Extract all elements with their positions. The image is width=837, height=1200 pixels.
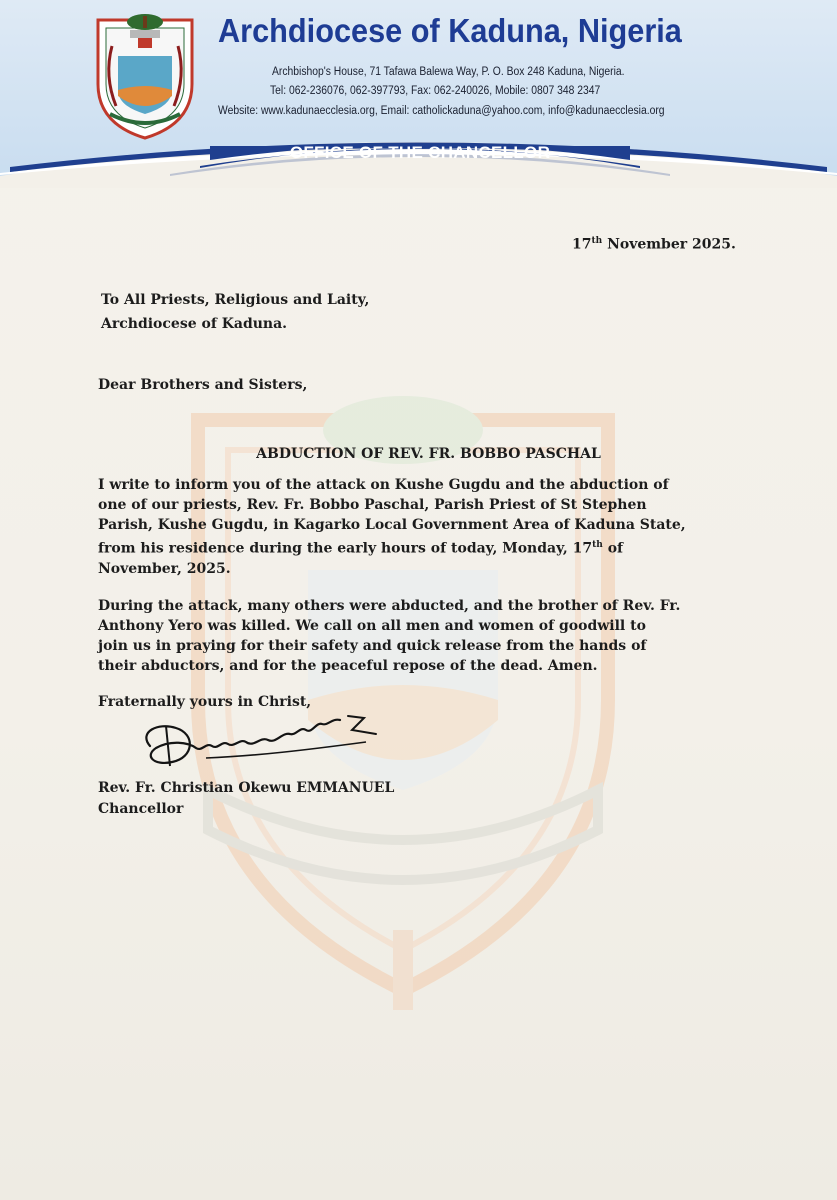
recipient-line: To All Priests, Religious and Laity,: [101, 292, 370, 308]
letter-date: 17th November 2025.: [572, 236, 736, 253]
paragraph-line: Anthony Yero was killed. We call on all men and women of goodwill to: [98, 618, 646, 634]
office-title: OFFICE OF THE CHANCELLOR: [289, 143, 551, 162]
paragraph-line: During the attack, many others were abducted, and the brother of Rev. Fr.: [98, 598, 681, 614]
body-paragraph-1: [98, 475, 768, 579]
website-email-line: Website: www.kadunaecclesia.org, Email: catholickaduna@yahoo.com, info@kadunaecclesia.org: [218, 105, 665, 117]
crest-watermark-icon: [168, 370, 638, 1010]
archdiocese-crest-icon: [90, 6, 200, 142]
signer-name: Rev. Fr. Christian Okewu EMMANUEL: [98, 780, 395, 796]
organization-name: Archdiocese of Kaduna, Nigeria: [218, 12, 682, 49]
closing: Fraternally yours in Christ,: [98, 694, 312, 710]
body-paragraph-2: [98, 596, 768, 676]
paragraph-line: Parish, Kushe Gugdu, in Kagarko Local Government Area of Kaduna State,: [98, 517, 686, 533]
subject-heading: ABDUCTION OF REV. FR. BOBBO PASCHAL: [256, 446, 601, 462]
phone-line: Tel: 062-236076, 062-397793, Fax: 062-240026, Mobile: 0807 348 2347: [270, 85, 601, 97]
paragraph-line: November, 2025.: [98, 560, 231, 577]
paragraph-line: join us in praying for their safety and quick release from the hands of: [98, 638, 647, 654]
address-line: Archbishop's House, 71 Tafawa Balewa Way, P. O. Box 248 Kaduna, Nigeria.: [272, 66, 625, 78]
handwritten-signature-icon: [136, 712, 396, 778]
salutation: Dear Brothers and Sisters,: [98, 377, 308, 393]
paragraph-line: their abductors, and for the peaceful repose of the dead. Amen.: [98, 658, 598, 674]
paragraph-line: one of our priests, Rev. Fr. Bobbo Paschal, Parish Priest of St Stephen: [98, 497, 647, 513]
paragraph-line: I write to inform you of the attack on Kushe Gugdu and the abduction of: [98, 477, 669, 493]
recipient-line: Archdiocese of Kaduna.: [101, 316, 288, 332]
paragraph-line: from his residence during the early hours of today, Monday, 17th of: [98, 540, 624, 557]
signer-title: Chancellor: [98, 801, 184, 817]
